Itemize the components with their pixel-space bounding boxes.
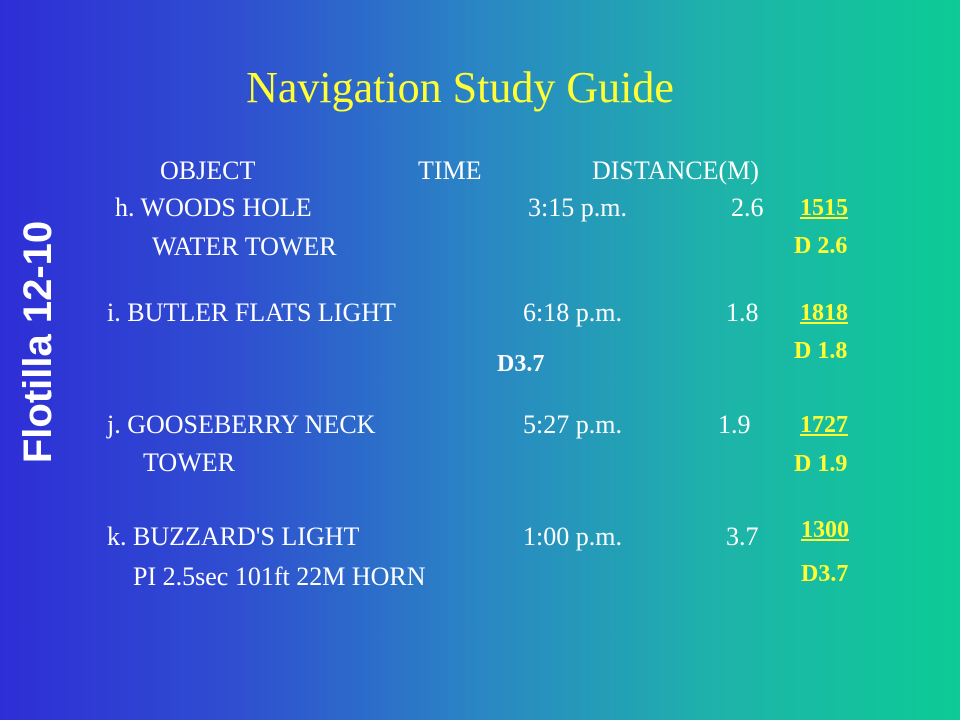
- header-object: OBJECT: [160, 156, 256, 185]
- row-k-answer-distance: D3.7: [801, 561, 849, 587]
- row-i-object: i. BUTLER FLATS LIGHT: [107, 298, 396, 327]
- row-j-object: j. GOOSEBERRY NECK: [107, 410, 376, 439]
- row-k-distance: 3.7: [726, 522, 759, 551]
- slide-title: Navigation Study Guide: [246, 63, 674, 112]
- row-j-answer-time: 1727: [800, 412, 848, 438]
- side-label: Flotilla 12-10: [16, 220, 60, 464]
- row-h-answer-distance: D 2.6: [794, 233, 848, 259]
- row-k-object-line2: PI 2.5sec 101ft 22M HORN: [133, 562, 426, 591]
- header-distance: DISTANCE(M): [592, 156, 759, 185]
- row-k-object: k. BUZZARD'S LIGHT: [107, 522, 360, 551]
- row-j-time: 5:27 p.m.: [523, 410, 622, 439]
- row-i-answer-time: 1818: [800, 300, 848, 326]
- row-i-answer-distance: D 1.8: [794, 338, 848, 364]
- row-j-answer-distance: D 1.9: [794, 451, 848, 477]
- row-k-time: 1:00 p.m.: [523, 522, 622, 551]
- row-h-time: 3:15 p.m.: [528, 193, 627, 222]
- row-j-distance: 1.9: [718, 410, 751, 439]
- row-i-time: 6:18 p.m.: [523, 298, 622, 327]
- row-h-answer-time: 1515: [800, 195, 848, 221]
- row-i-distance: 1.8: [726, 298, 759, 327]
- row-k-answer-time: 1300: [801, 517, 849, 543]
- row-h-object: h. WOODS HOLE: [115, 193, 312, 222]
- header-time: TIME: [418, 156, 482, 185]
- row-i-note: D3.7: [497, 351, 545, 377]
- row-h-object-line2: WATER TOWER: [152, 232, 337, 261]
- row-h-distance: 2.6: [731, 193, 764, 222]
- row-j-object-line2: TOWER: [143, 448, 235, 477]
